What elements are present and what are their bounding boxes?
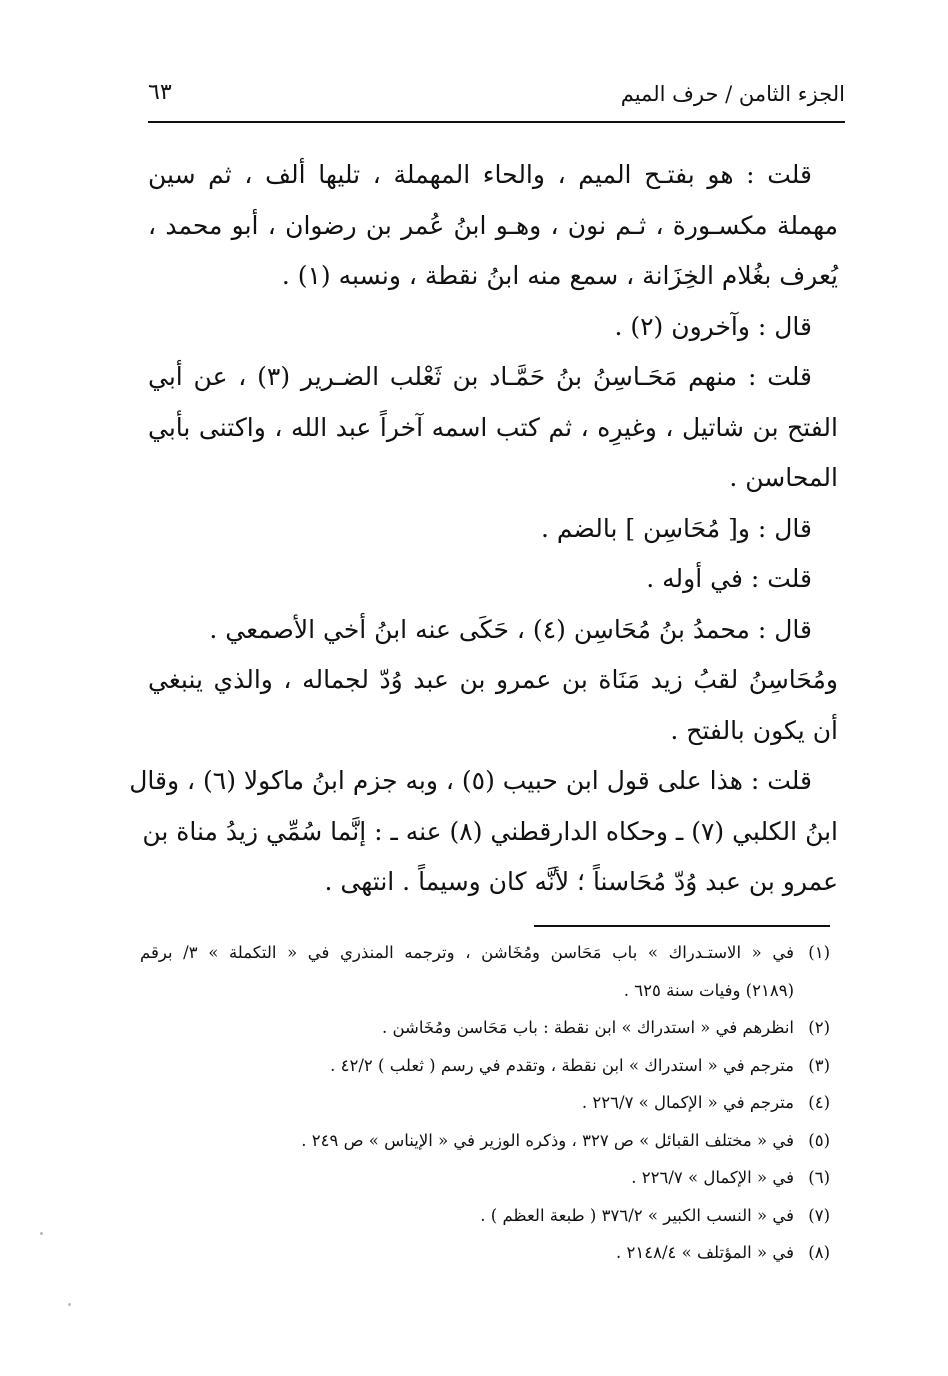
footnote-number: (٤)	[808, 1093, 830, 1112]
text-line: قلت : هو بفتـح الميم ، والحاء المهملة ، تليها ألف ، ثم سين	[148, 160, 812, 189]
text-line: قال : وآخرون (٢) .	[614, 311, 812, 341]
footnote-number: (٨)	[808, 1243, 830, 1262]
text-line: المحاسن .	[729, 463, 838, 492]
footnote-1	[140, 934, 830, 972]
footnote-text: في « مختلف القبائل » ص ٣٢٧ ، وذكره الوزير في « الإيناس » ص ٢٤٩ .	[301, 1130, 794, 1150]
scan-speck	[40, 1232, 43, 1235]
footnote-7	[140, 1197, 830, 1235]
footnote-number: (٥)	[808, 1130, 830, 1150]
text-line: قال : محمدُ بنُ مُحَاسِن (٤) ، حَكَى عنه ابنُ أخي الأصمعي .	[209, 614, 812, 644]
text-line: مهملة مكسـورة ، ثـم نون ، وهـو ابنُ عُمر بن رضوان ، أبو محمد ،	[148, 210, 838, 240]
header-rule	[148, 121, 845, 123]
text-line: عمرو بن عبد وُدّ مُحَاسناً ؛ لأنَّه كان وسيماً . انتهى .	[324, 867, 838, 896]
text-line: قلت : منهم مَحَـاسِنُ بنُ حَمَّـاد بن ثَعْلب الضـرير (٣) ، عن أبي	[148, 362, 812, 391]
text-line: قلت : في أوله .	[646, 564, 812, 593]
footnote-text: في « الإكمال » ٢٢٦/٧ .	[631, 1168, 794, 1187]
text-line: أن يكون بالفتح .	[670, 715, 838, 745]
footnote-text: مترجم في « استدراك » ابن نقطة ، وتقدم في رسم ( ثعلب ) ٤٢/٢ .	[330, 1055, 794, 1075]
text-line: يُعرف بغُلام الخِزَانة ، سمع منه ابنُ نقطة ، ونسبه (١) .	[281, 261, 838, 290]
footnote-text: في « النسب الكبير » ٣٧٦/٢ ( طبعة العظم ) .	[480, 1205, 794, 1225]
footnote-number: (٢)	[808, 1018, 830, 1037]
page-number: ٦٣	[148, 80, 172, 105]
footnote-number: (٦)	[808, 1168, 830, 1187]
text-line: ابنُ الكلبي (٧) ـ وحكاه الدارقطني (٨) عنه ـ : إنَّما سُمِّي زيدُ مناة بن	[142, 816, 838, 846]
footnote-number: (٣)	[808, 1055, 830, 1075]
main-text	[129, 150, 838, 908]
footnote-6	[140, 1159, 830, 1197]
text-line: الفتح بن شاتيل ، وغيرِه ، ثم كتب اسمه آخراً عبد الله ، واكتنى بأبي	[148, 412, 838, 442]
text-line: ومُحَاسِنُ لقبُ زيد مَنَاة بن عمرو بن عبد وُدّ لجماله ، والذي ينبغي	[148, 665, 838, 694]
footnote-text: (٢١٨٩) وفيات سنة ٦٢٥ .	[623, 980, 794, 1000]
footnote-4	[140, 1084, 830, 1122]
running-title: الجزء الثامن / حرف الميم	[620, 82, 845, 106]
footnote-separator	[534, 925, 830, 927]
footnote-8	[140, 1234, 830, 1272]
footnotes	[140, 934, 830, 1272]
footnote-number: (١)	[808, 943, 831, 962]
footnote-1-continued	[140, 972, 830, 1010]
footnote-5	[140, 1122, 830, 1160]
footnote-number: (٧)	[808, 1205, 830, 1225]
footnote-3	[140, 1047, 830, 1085]
footnote-text: انظرهم في « استدراك » ابن نقطة : باب مَحَاسن ومُخَاشن .	[381, 1018, 794, 1037]
footnote-text: في « الاستـدراك » باب مَحَاسن ومُخَاشن ، وترجمه المنذري في « التكملة » ٣/ برقم	[140, 943, 795, 962]
footnote-text: مترجم في « الإكمال » ٢٢٦/٧ .	[581, 1093, 794, 1112]
text-line: قال : و[ مُحَاسِن ] بالضم .	[541, 513, 812, 543]
footnote-text: في « المؤتلف » ٢١٤٨/٤ .	[616, 1243, 794, 1262]
page-header	[148, 76, 845, 120]
footnote-2	[140, 1009, 830, 1047]
text-line: قلت : هذا على قول ابن حبيب (٥) ، وبه جزم ابنُ ماكولا (٦) ، وقال	[129, 766, 812, 795]
scan-speck	[68, 1303, 71, 1306]
